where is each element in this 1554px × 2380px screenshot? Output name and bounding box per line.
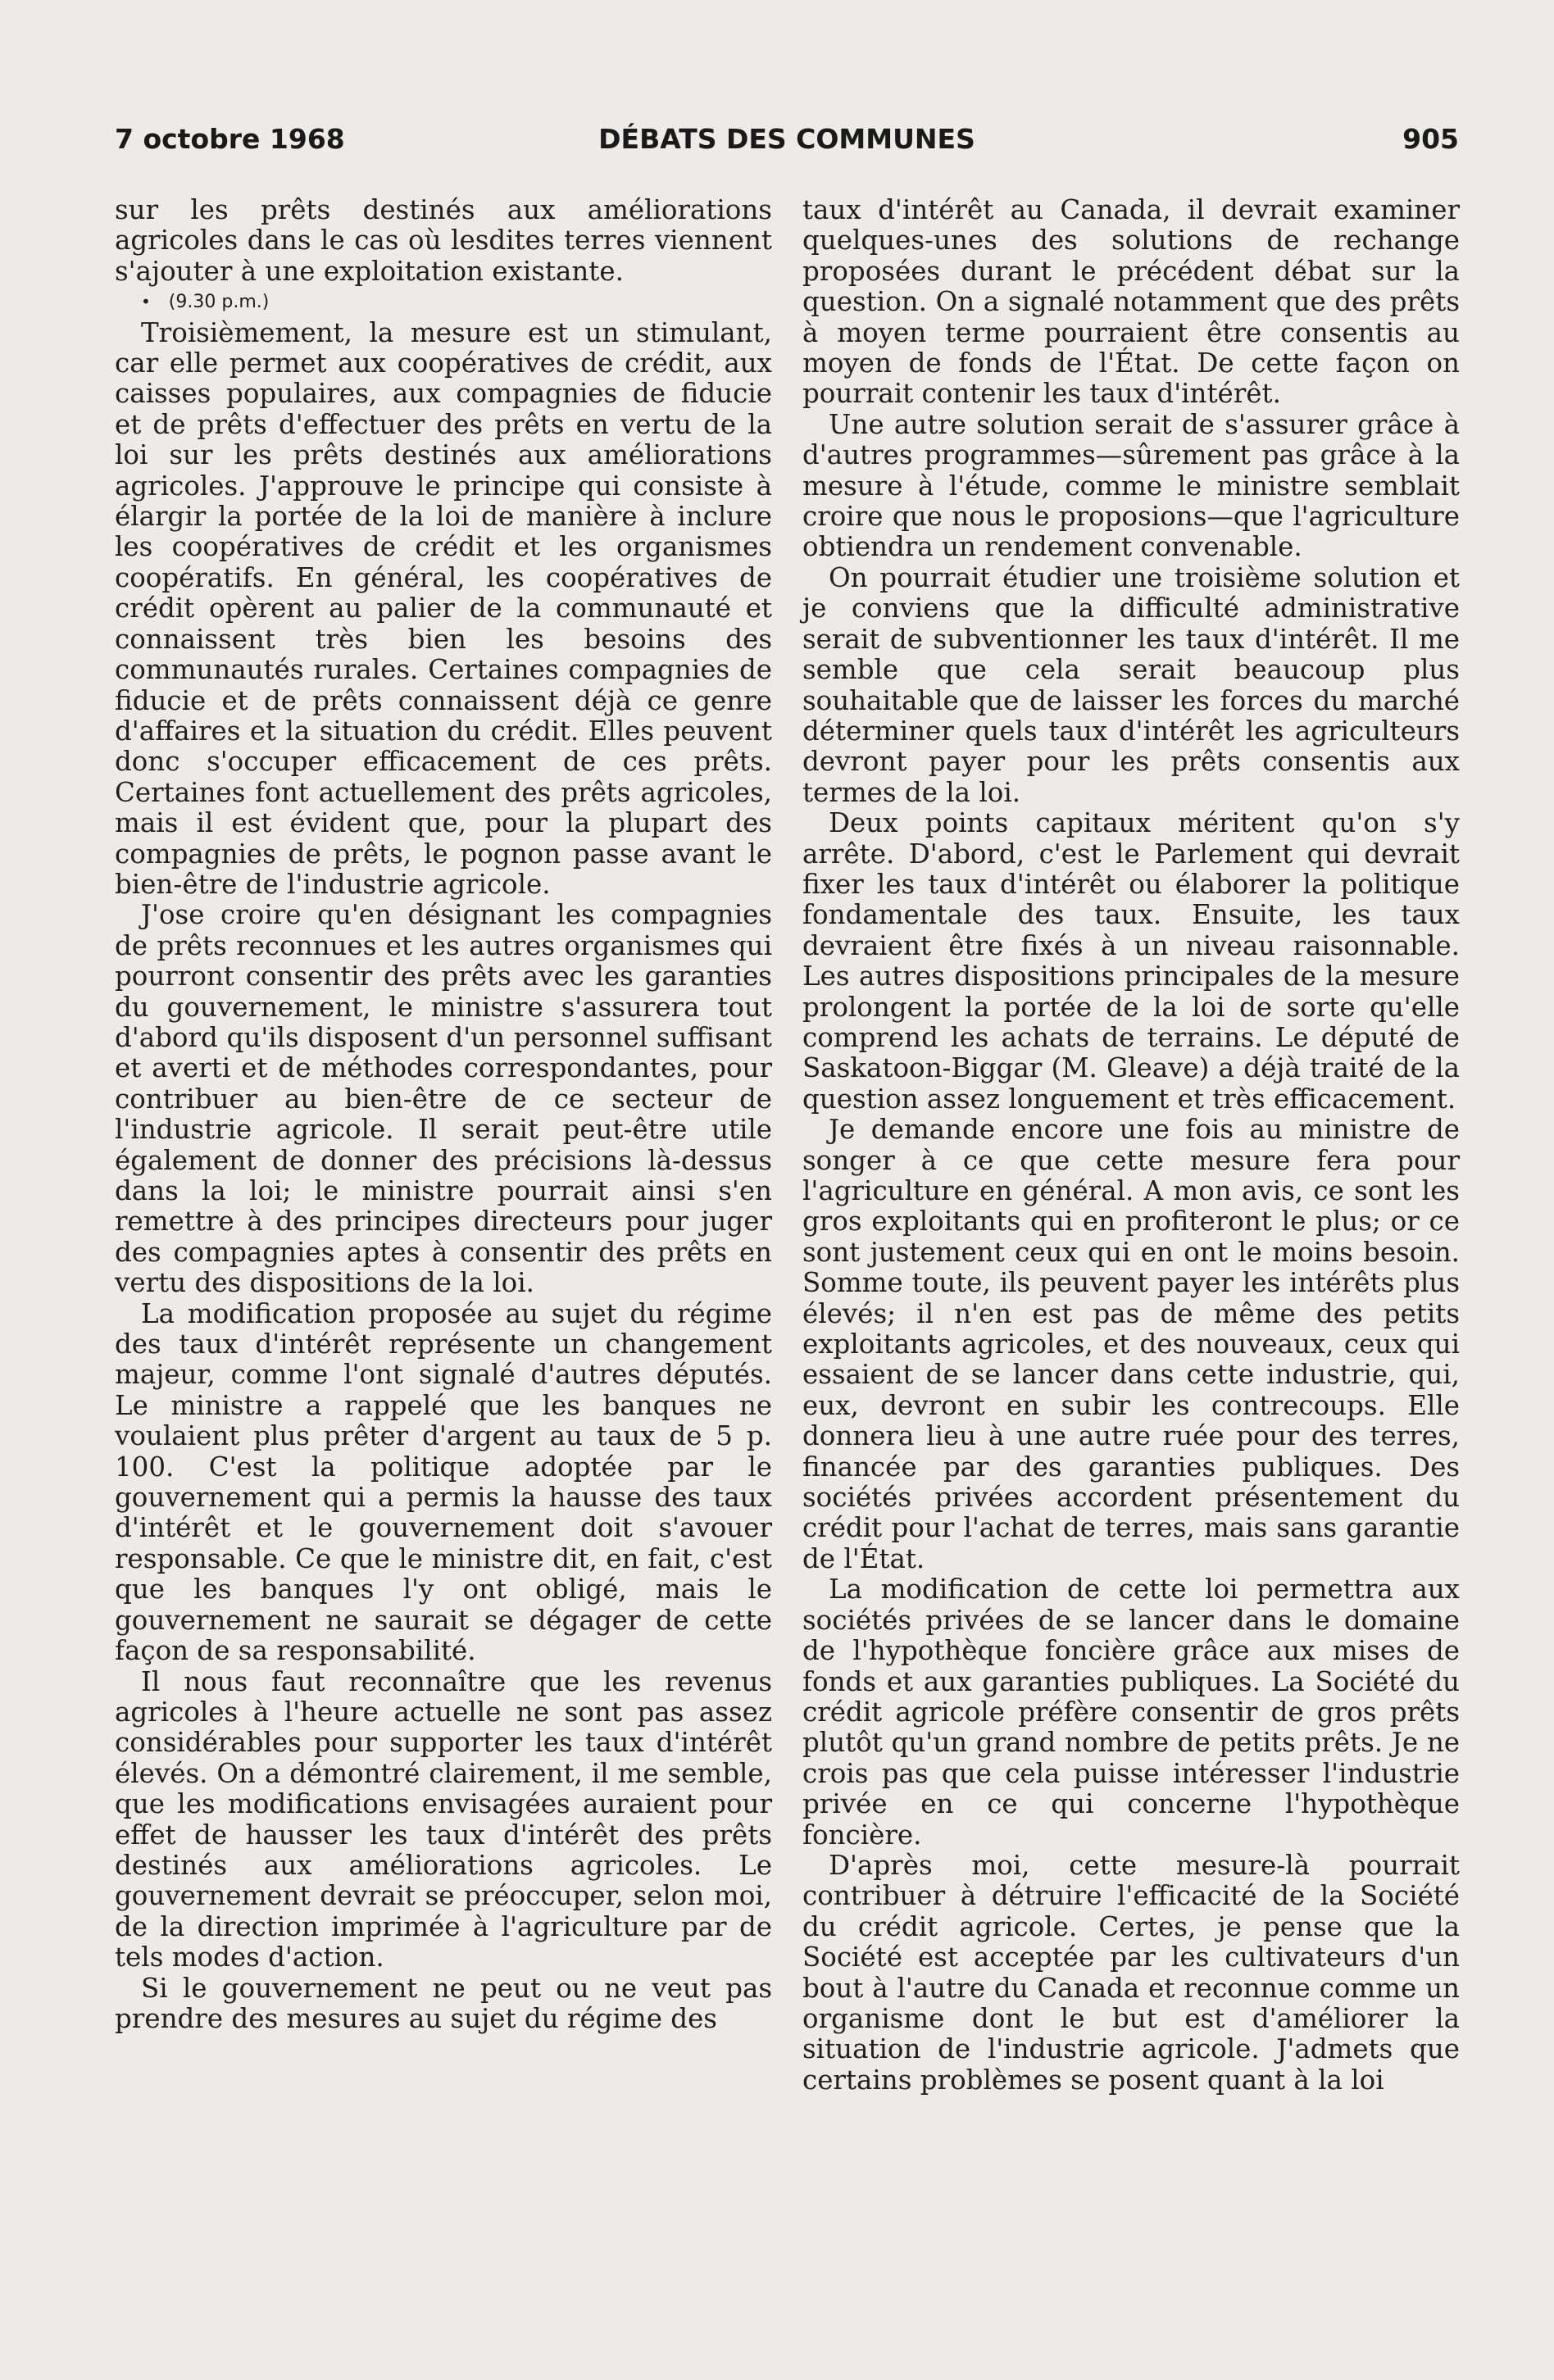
paragraph: Si le gouvernement ne peut ou ne veut pas prendre des mesures au sujet du régime des — [115, 1972, 772, 2034]
right-column — [802, 195, 1460, 2096]
paragraph: Je demande encore une fois au ministre de songer à ce que cette mesure fera pour l'agriculture en général. A mon avis, ce sont les gros exploitants qui en profiteront le plus; or ce sont justement ceux qui en ont le moins besoin. Somme toute, ils peuvent payer les intérêts plus élevés; il n'en est pas de même des petits exploitants agricoles, et des nouveaux, ceux qui essaient de se lancer dans cette industrie, qui, eux, devront en subir les contrecoups. Elle donnera lieu à une autre ruée pour des terres, financée par des garanties publiques. Des sociétés privées accordent présentement du crédit pour l'achat de terres, mais sans garantie de l'État. — [802, 1114, 1460, 1574]
timestamp — [115, 287, 772, 317]
paragraph: J'ose croire qu'en désignant les compagnies de prêts reconnues et les autres organismes qui pourront consentir des prêts avec les garanties du gouvernement, le ministre s'assurera tout d'abord qu'ils disposent d'un personnel suffisant et averti et de méthodes correspondantes, pour contribuer au bien-être de ce secteur de l'industrie agricole. Il serait peut-être utile également de donner des précisions là-dessus dans la loi; le ministre pourrait ainsi s'en remettre à des principes directeurs pour juger des compagnies aptes à consentir des prêts en vertu des dispositions de la loi. — [115, 899, 772, 1299]
paragraph: La modification de cette loi permettra aux sociétés privées de se lancer dans le domaine de l'hypothèque foncière grâce aux mises de fonds et aux garanties publiques. La Société du crédit agricole préfère consentir de gros prêts plutôt qu'un grand nombre de petits prêts. Je ne crois pas que cela puisse intéresser l'industrie privée en ce qui concerne l'hypothèque foncière. — [802, 1574, 1460, 1851]
paragraph: On pourrait étudier une troisième solution et je conviens que la difficulté administrative serait de subventionner les taux d'intérêt. Il me semble que cela serait beaucoup plus souhaitable que de laisser les forces du marché déterminer quels taux d'intérêt les agriculteurs devront payer pour les prêts consentis aux termes de la loi. — [802, 561, 1460, 808]
header-date: 7 octobre 1968 — [115, 123, 345, 155]
bullet-icon: • — [141, 292, 151, 312]
paragraph: Il nous faut reconnaître que les revenus agricoles à l'heure actuelle ne sont pas assez considérables pour supporter les taux d'intérêt élevés. On a démontré clairement, il me semble, que les modifications envisagées auraient pour effet de hausser les taux d'intérêt des prêts destinés aux améliorations agricoles. Le gouvernement devrait se préoccuper, selon moi, de la direction imprimée à l'agriculture par de tels modes d'action. — [115, 1665, 772, 1973]
left-column — [115, 195, 772, 2034]
header-title: DÉBATS DES COMMUNES — [598, 123, 975, 155]
right-continuation-paragraph: taux d'intérêt au Canada, il devrait examiner quelques-unes des solutions de rechange proposées durant le précédent débat sur la question. On a signalé notamment que des prêts à moyen terme pourraient être consentis au moyen de fonds de l'État. De cette façon on pourrait contenir les taux d'intérêt. — [802, 194, 1460, 410]
page-number: 905 — [1402, 123, 1459, 155]
paragraph: Troisièmement, la mesure est un stimulant, car elle permet aux coopératives de crédit, aux caisses populaires, aux compagnies de fiducie et de prêts d'effectuer des prêts en vertu de la loi sur les prêts destinés aux améliorations agricoles. J'approuve le principe qui consiste à élargir la portée de la loi de manière à inclure les coopératives de crédit et les organismes coopératifs. En général, les coopératives de crédit opèrent au palier de la communauté et connaissent très bien les besoins des communautés rurales. Certaines compagnies de fiducie et de prêts connaissent déjà ce genre d'affaires et la situation du crédit. Elles peuvent donc s'occuper efficacement de ces prêts. Certaines font actuellement des prêts agricoles, mais il est évident que, pour la plupart des compagnies de prêts, le pognon passe avant le bien-être de l'industrie agricole. — [115, 316, 772, 900]
page-header — [115, 123, 1459, 180]
timestamp-text: (9.30 p.m.) — [168, 292, 270, 313]
paragraph: Une autre solution serait de s'assurer grâce à d'autres programmes—sûrement pas grâce à la mesure à l'étude, comme le ministre semblait croire que nous le proposions—que l'agriculture obtiendra un rendement convenable. — [802, 408, 1460, 563]
paragraph: D'après moi, cette mesure-là pourrait contribuer à détruire l'efficacité de la Société du crédit agricole. Certes, je pense que la Société est acceptée par les cultivateurs d'un bout à l'autre du Canada et reconnue comme un organisme dont le but est d'améliorer la situation de l'industrie agricole. J'admets que certains problèmes se posent quant à la loi — [802, 1849, 1460, 2096]
paragraph: Deux points capitaux méritent qu'on s'y arrête. D'abord, c'est le Parlement qui devrait fixer les taux d'intérêt ou élaborer la politique fondamentale des taux. Ensuite, les taux devraient être fixés à un niveau raisonnable. Les autres dispositions principales de la mesure prolongent la portée de la loi de sorte qu'elle comprend les achats de terrains. Le député de Saskatoon-Biggar (M. Gleave) a déjà traité de la question assez longuement et très efficacement. — [802, 807, 1460, 1115]
left-continuation-paragraph: sur les prêts destinés aux améliorations agricoles dans le cas où lesdites terres viennent s'ajouter à une exploitation existante. — [115, 194, 772, 287]
paragraph: La modification proposée au sujet du régime des taux d'intérêt représente un changement majeur, comme l'ont signalé d'autres députés. Le ministre a rappelé que les banques ne voulaient plus prêter d'argent au taux de 5 p. 100. C'est la politique adoptée par le gouvernement qui a permis la hausse des taux d'intérêt et le gouvernement doit s'avouer responsable. Ce que le ministre dit, en fait, c'est que les banques l'y ont obligé, mais le gouvernement ne saurait se dégager de cette façon de sa responsabilité. — [115, 1297, 772, 1667]
